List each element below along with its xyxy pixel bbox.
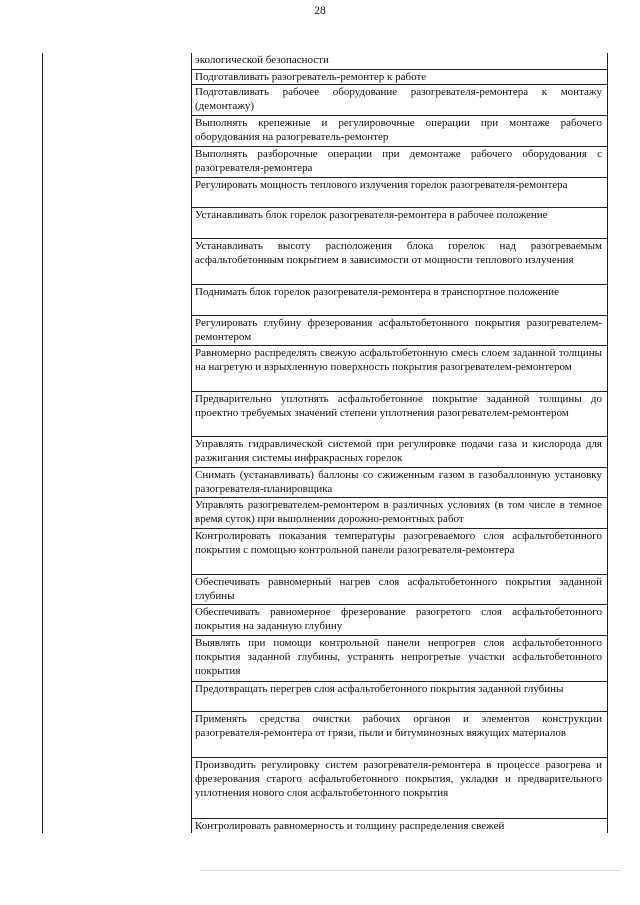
table-row: Снимать (устанавливать) баллоны со сжиженным газом в газобаллонную установку разогревателя-планировщика bbox=[191, 467, 607, 497]
table-row: Предотвращать перегрев слоя асфальтобетонного покрытия заданной глубины bbox=[191, 681, 607, 711]
table-row: Регулировать глубину фрезерования асфальтобетонного покрытия разогревателем-ремонтером bbox=[191, 315, 607, 345]
table-row: Равномерно распределять свежую асфальтобетонную смесь слоем заданной толщины на нагретую и взрыхленную поверхность покрытия разогревателем-ремонтером bbox=[191, 345, 607, 391]
table-row: Контролировать показания температуры разогреваемого слоя асфальтобетонного покрытия с помощью контрольной панели разогревателя-ремонтера bbox=[191, 528, 607, 574]
table-row: Поднимать блок горелок разогревателя-ремонтера в транспортное положение bbox=[191, 284, 607, 315]
table-row: Выполнять разборочные операции при демонтаже рабочего оборудования с разогревателя-ремонтера bbox=[191, 146, 607, 177]
table-row: Обеспечивать равномерное фрезерование разогретого слоя асфальтобетонного покрытия на заданную глубину bbox=[191, 604, 607, 635]
table-row: Контролировать равномерность и толщину распределения свежей bbox=[191, 818, 607, 833]
table-row: Применять средства очистки рабочих органов и элементов конструкции разогревателя-ремонтера от грязи, пыли и битуминозных вяжущих материалов bbox=[191, 711, 607, 757]
table-left-column bbox=[43, 53, 192, 833]
table-row: Выполнять крепежные и регулировочные операции при монтаже рабочего оборудования на разогреватель-ремонтер bbox=[191, 115, 607, 146]
table-row: Регулировать мощность теплового излучения горелок разогревателя-ремонтера bbox=[191, 177, 607, 207]
table-row: Устанавливать высоту расположения блока горелок над разогреваемым асфальтобетонным покрытием в зависимости от мощности теплового излучения bbox=[191, 238, 607, 284]
skills-table bbox=[42, 53, 608, 833]
table-row: Управлять разогревателем-ремонтером в различных условиях (в том числе в темное время суток) при выполнении дорожно-ремонтных работ bbox=[191, 497, 607, 528]
table-row: экологической безопасности bbox=[195, 54, 329, 66]
table-row: Предварительно уплотнять асфальтобетонное покрытие заданной толщины до проектно требуемых значений степени уплотнения разогревателем-ремонтером bbox=[191, 391, 607, 436]
table-row: Производить регулировку систем разогревателя-ремонтера в процессе разогрева и фрезерования старого асфальтобетонного покрытия, укладки и предварительного уплотнения нового слоя асфальтобетонного покрытия bbox=[191, 757, 607, 818]
table-row: Обеспечивать равномерный нагрев слоя асфальтобетонного покрытия заданной глубины bbox=[191, 574, 607, 604]
table-row: Подготавливать разогреватель-ремонтер к работе bbox=[191, 69, 607, 84]
table-row: Устанавливать блок горелок разогревателя-ремонтера в рабочее положение bbox=[191, 207, 607, 238]
table-right-column bbox=[191, 53, 608, 833]
table-row: Выявлять при помощи контрольной панели непрогрев слоя асфальтобетонного покрытия заданной глубины, устранять непрогретые участки асфальтобетонного покрытия bbox=[191, 635, 607, 681]
page-number: 28 bbox=[314, 5, 326, 17]
table-row: Подготавливать рабочее оборудование разогревателя-ремонтера к монтажу (демонтажу) bbox=[191, 84, 607, 115]
scan-artifact-line bbox=[200, 870, 620, 871]
table-row: Управлять гидравлической системой при регулировке подачи газа и кислорода для разжигания системы инфракрасных горелок bbox=[191, 436, 607, 467]
